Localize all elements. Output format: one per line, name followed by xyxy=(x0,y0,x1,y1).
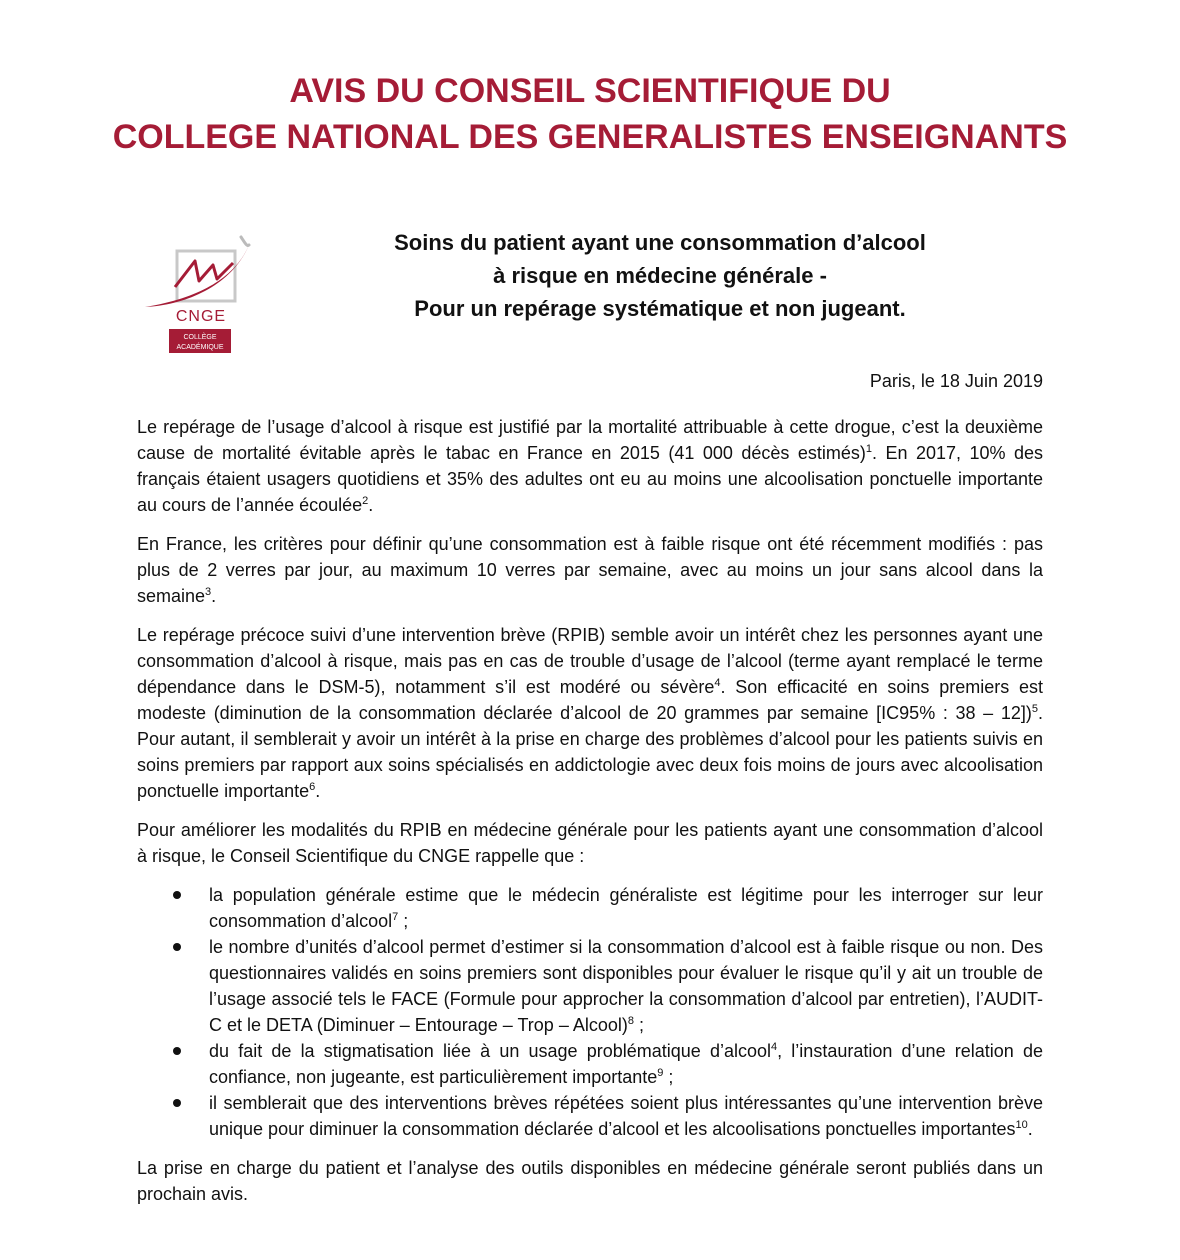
paragraph-3-text-b: . Son efficacité en soins premiers est modeste (diminution de la consommation déclarée d’alcool de 20 grammes par semaine [IC95% : 38 – 12]) xyxy=(137,677,1044,723)
footnote-ref: 7 xyxy=(392,911,399,923)
list-item-text-end: ; xyxy=(663,1067,674,1087)
footnote-ref: 6 xyxy=(309,781,316,793)
subtitle-line-3: Pour un repérage systématique et non jugeant. xyxy=(414,296,906,321)
paragraph-1 xyxy=(137,414,1043,518)
logo-sub-1: COLLÈGE xyxy=(183,334,217,341)
paragraph-2-text-a: En France, les critères pour définir qu’une consommation est à faible risque ont été récemment modifiés : pas plus de 2 verres par jour, au maximum 10 verres par semaine, avec au moins un jour sans alcool dans la semaine xyxy=(137,534,1043,606)
cnge-logo-graphic xyxy=(137,225,267,360)
subtitle-line-1: Soins du patient ayant une consommation d’alcool xyxy=(394,230,926,255)
subtitle-line-2: à risque en médecine générale - xyxy=(493,263,827,288)
bullet-icon xyxy=(173,943,181,951)
footnote-ref: 1 xyxy=(865,443,873,455)
paragraph-1-text-c: . xyxy=(368,495,374,515)
document-subtitle xyxy=(290,226,1030,325)
recommendation-list xyxy=(137,882,1043,1142)
list-item-text: la population générale estime que le médecin généraliste est légitime pour les interroger sur leur consommation d’alcool xyxy=(209,885,1043,931)
document-body xyxy=(137,414,1043,1220)
list-item-text-end: ; xyxy=(398,911,409,931)
list-item-text: il semblerait que des interventions brèves répétées soient plus intéressantes qu’une intervention brève unique pour diminuer la consommation déclarée d’alcool et les alcoolisations ponctuelles importantes xyxy=(209,1093,1043,1139)
paragraph-2 xyxy=(137,531,1043,609)
paragraph-5: La prise en charge du patient et l’analyse des outils disponibles en médecine générale seront publiés dans un prochain avis. xyxy=(137,1158,1043,1204)
footnote-ref: 5 xyxy=(1031,703,1038,715)
bullet-icon xyxy=(173,1099,181,1107)
footnote-ref: 2 xyxy=(362,495,369,507)
bullet-icon xyxy=(173,1047,181,1055)
paragraph-1-text-a: Le repérage de l’usage d’alcool à risque est justifié par la mortalité attribuable à cette drogue, c’est la deuxième cause de mortalité évitable après le tabac en France en 2015 (41 000 décès estimés) xyxy=(137,417,1043,463)
logo-sub-2: ACADÉMIQUE xyxy=(176,344,224,351)
list-item-text-end: . xyxy=(1027,1119,1033,1139)
list-item-text: du fait de la stigmatisation liée à un usage problématique d’alcool xyxy=(209,1041,772,1061)
paragraph-2-text-b: . xyxy=(211,586,217,606)
paragraph-3-text-a: Le repérage précoce suivi d’une intervention brève (RPIB) semble avoir un intérêt chez les personnes ayant une consommation d’alcool à risque, mais pas en cas de trouble d’usage de l’alcool (terme ayant remplacé le terme dépendance dans le DSM-5), notamment s’il est modéré ou sévère xyxy=(137,625,1043,697)
cnge-logo xyxy=(137,225,267,360)
footnote-ref: 10 xyxy=(1015,1119,1028,1131)
document-date: Paris, le 18 Juin 2019 xyxy=(869,371,1043,391)
paragraph-3 xyxy=(137,622,1043,804)
title-line-2: COLLEGE NATIONAL DES GENERALISTES ENSEIGNANTS xyxy=(112,118,1068,156)
footnote-ref: 4 xyxy=(714,677,721,689)
paragraph-1-text-b: . En 2017, 10% des français étaient usagers quotidiens et 35% des adultes ont eu au moins une alcoolisation ponctuelle importante au cours de l’année écoulée xyxy=(137,443,1043,515)
list-item xyxy=(209,882,1043,934)
footnote-ref: 9 xyxy=(657,1067,664,1079)
list-item-text-end: ; xyxy=(634,1015,645,1035)
footnote-ref: 3 xyxy=(205,586,212,598)
paragraph-3-text-d: . xyxy=(315,781,321,801)
list-item-text-mid: , l’instauration d’une relation de confiance, non jugeante, est particulièrement importante xyxy=(209,1041,1043,1087)
paragraph-3-text-c: . Pour autant, il semblerait y avoir un intérêt à la prise en charge des problèmes d’alcool pour les patients suivis en soins premiers par rapport aux soins spécialisés en addictologie avec deux fois moins de jours avec alcoolisation ponctuelle importante xyxy=(137,703,1043,801)
footnote-ref: 8 xyxy=(627,1015,634,1027)
document-title xyxy=(0,68,1180,160)
logo-name: CNGE xyxy=(175,308,227,325)
footnote-ref: 4 xyxy=(771,1041,778,1053)
list-item xyxy=(209,1038,1043,1090)
list-item-text: le nombre d’unités d’alcool permet d’estimer si la consommation d’alcool est à faible risque ou non. Des questionnaires validés en soins premiers sont disponibles pour évaluer le risque qu’il y ait un trouble de l’usage associé tels le FACE (Formule pour approcher la consommation d’alcool par entretien), l’AUDIT-C et le DETA (Diminuer – Entourage – Trop – Alcool) xyxy=(209,937,1043,1035)
bullet-icon xyxy=(173,891,181,899)
title-line-1: AVIS DU CONSEIL SCIENTIFIQUE DU xyxy=(289,72,891,110)
paragraph-4-intro: Pour améliorer les modalités du RPIB en médecine générale pour les patients ayant une consommation d’alcool à risque, le Conseil Scientifique du CNGE rappelle que : xyxy=(137,820,1043,866)
list-item xyxy=(209,1090,1043,1142)
list-item xyxy=(209,934,1043,1038)
